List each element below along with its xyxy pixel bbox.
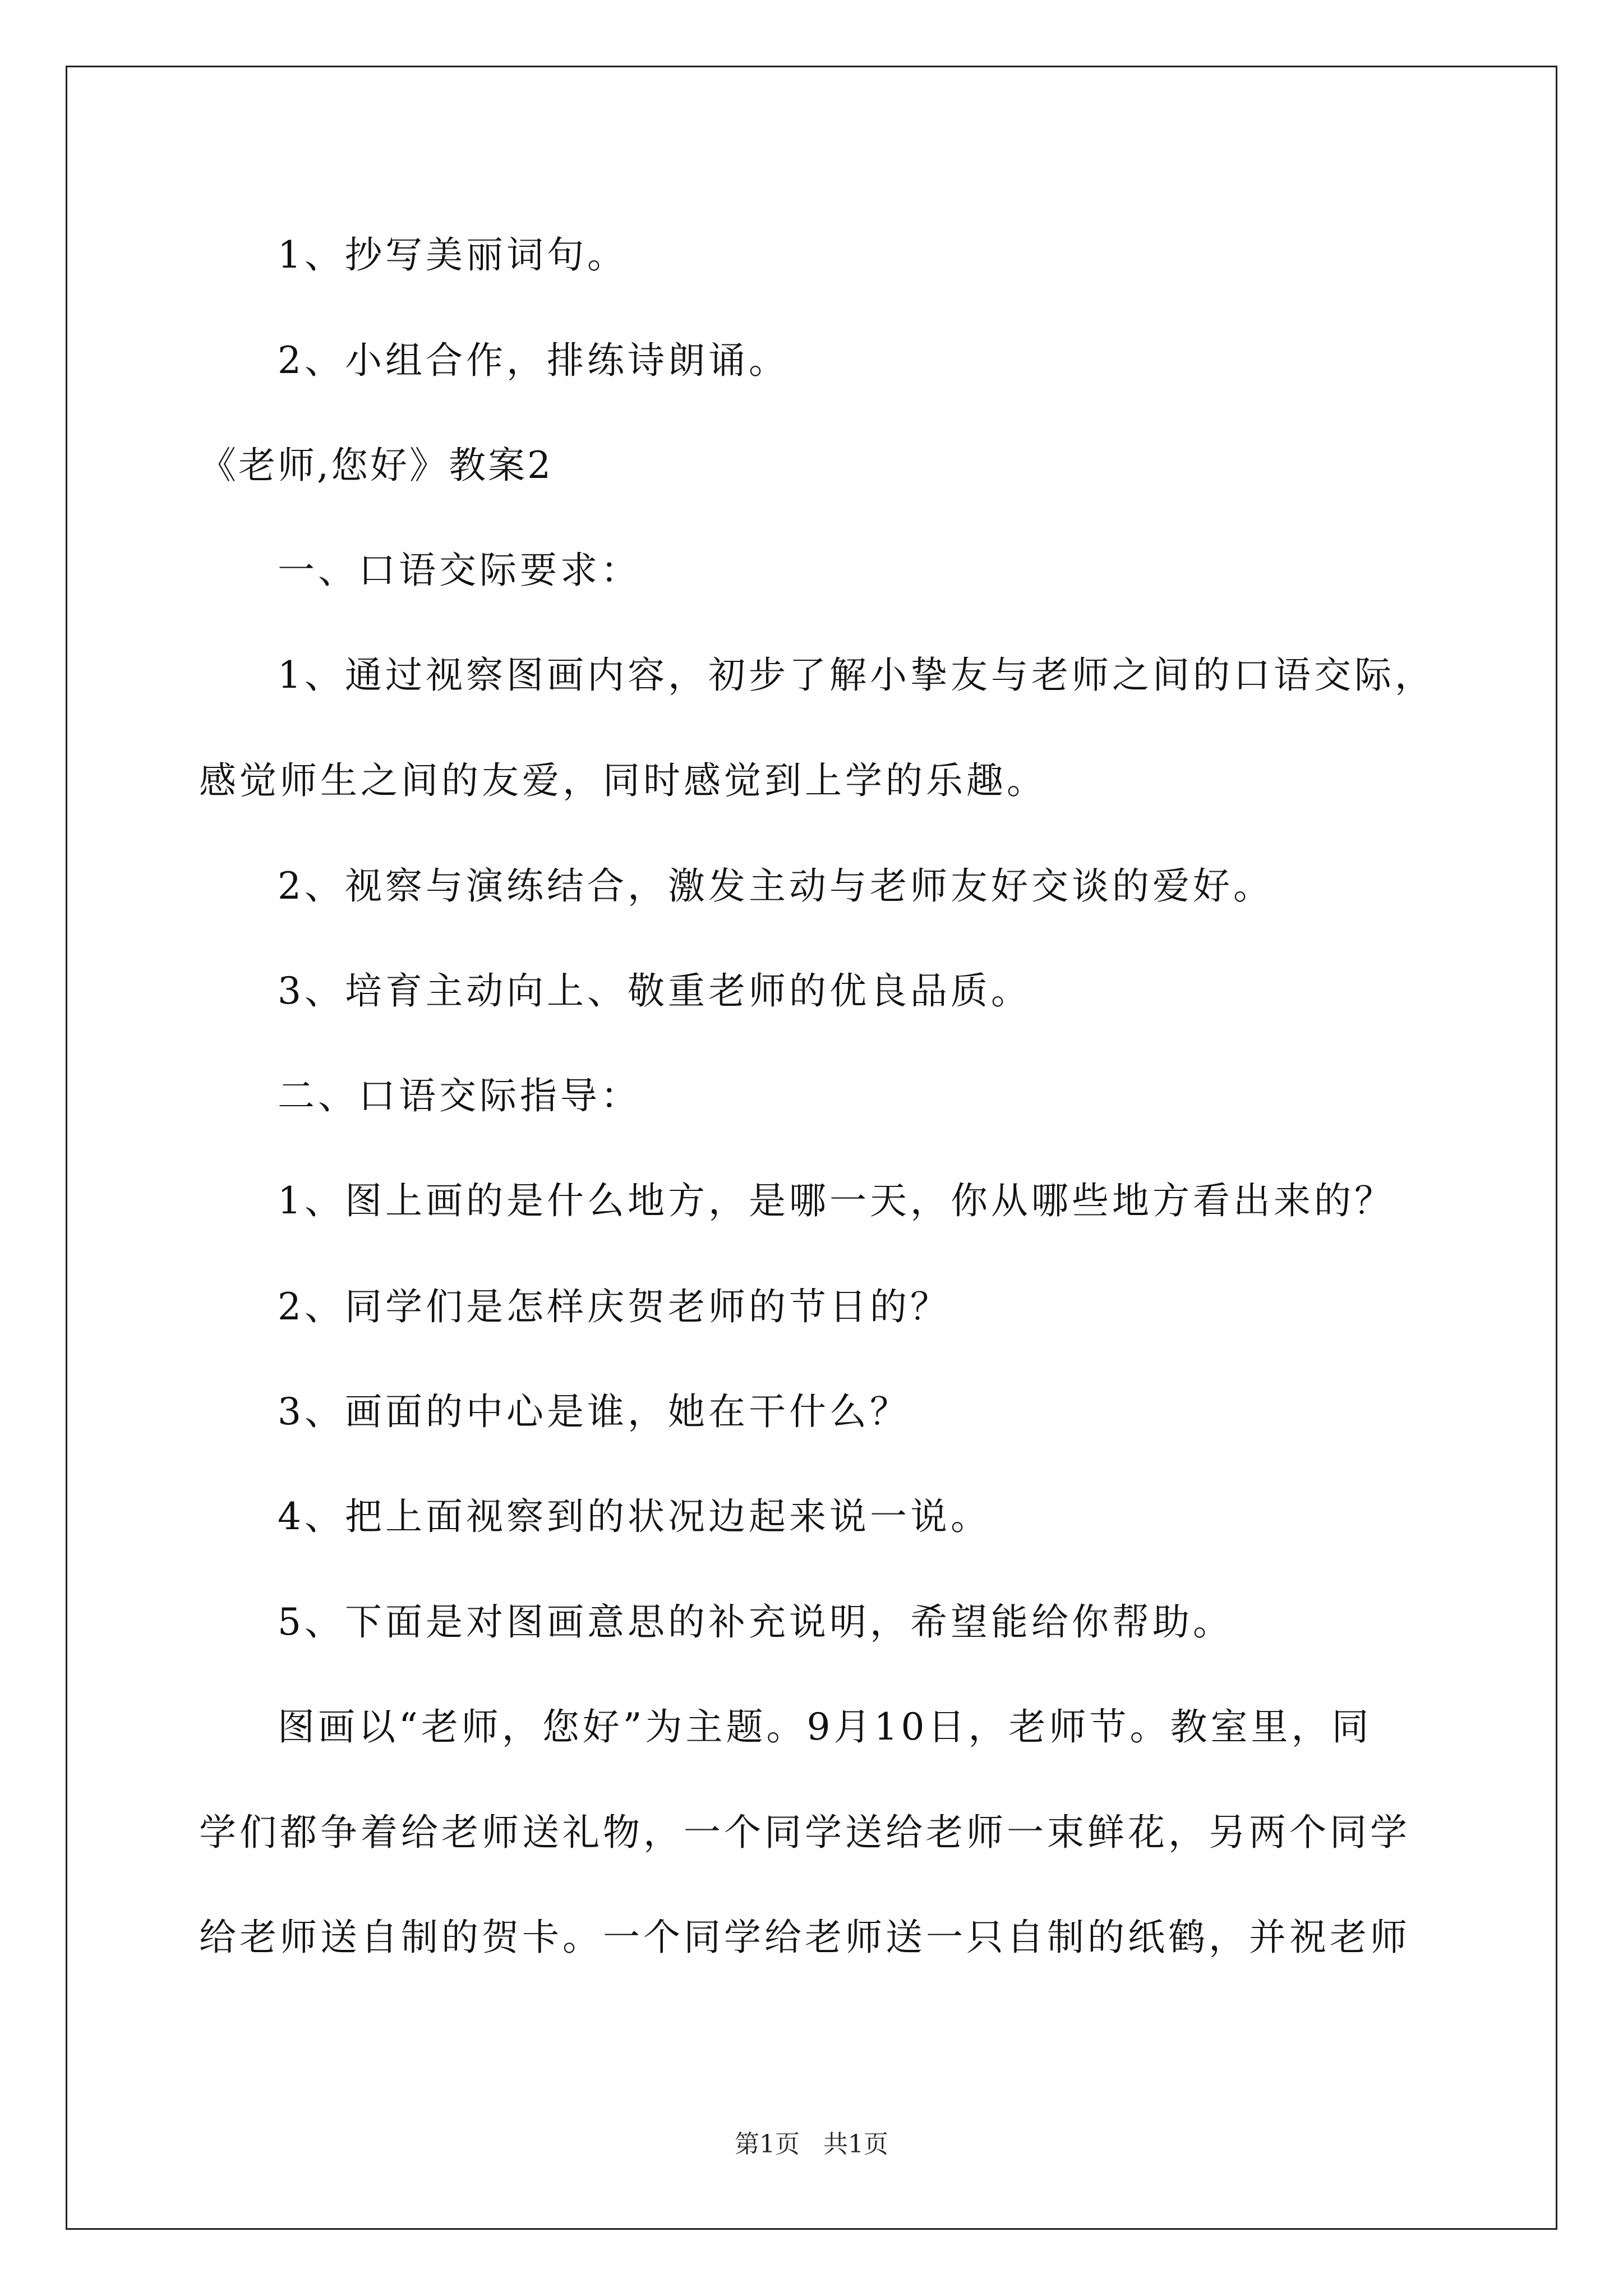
paragraph-line: 3、画面的中心是谁，她在干什么？ bbox=[278, 1390, 910, 1433]
section-heading: 《老师,您好》教案2 bbox=[199, 444, 553, 487]
paragraph-line: 1、图上画的是什么地方，是哪一天，你从哪些地方看出来的？ bbox=[278, 1179, 1395, 1222]
paragraph-line: 1、抄写美丽词句。 bbox=[278, 233, 628, 277]
page-footer: 第1页 共1页 bbox=[735, 2130, 888, 2159]
paragraph-line: 1、通过视察图画内容，初步了解小挚友与老师之间的口语交际， bbox=[278, 654, 1435, 697]
paragraph-line: 给老师送自制的贺卡。一个同学给老师送一只自制的纸鹤，并祝老师 bbox=[199, 1916, 1410, 1959]
paragraph-line: 4、把上面视察到的状况边起来说一说。 bbox=[278, 1495, 991, 1538]
paragraph-line: 2、小组合作，排练诗朗诵。 bbox=[278, 339, 789, 382]
paragraph-line: 2、视察与演练结合，激发主动与老师友好交谈的爱好。 bbox=[278, 864, 1274, 908]
paragraph-line: 图画以“老师，您好”为主题。9月10日，老师节。教室里，同 bbox=[278, 1705, 1372, 1749]
paragraph-line: 5、下面是对图画意思的补充说明，希望能给你帮助。 bbox=[278, 1600, 1233, 1644]
paragraph-line: 学们都争着给老师送礼物，一个同学送给老师一束鲜花，另两个同学 bbox=[199, 1811, 1410, 1854]
paragraph-line: 一、口语交际要求： bbox=[278, 549, 641, 592]
paragraph-line: 感觉师生之间的友爱，同时感觉到上学的乐趣。 bbox=[199, 759, 1047, 802]
page-frame bbox=[66, 66, 1557, 2230]
paragraph-line: 二、口语交际指导： bbox=[278, 1074, 641, 1117]
paragraph-line: 3、培育主动向上、敬重老师的优良品质。 bbox=[278, 969, 1031, 1013]
paragraph-line: 2、同学们是怎样庆贺老师的节日的？ bbox=[278, 1285, 951, 1328]
